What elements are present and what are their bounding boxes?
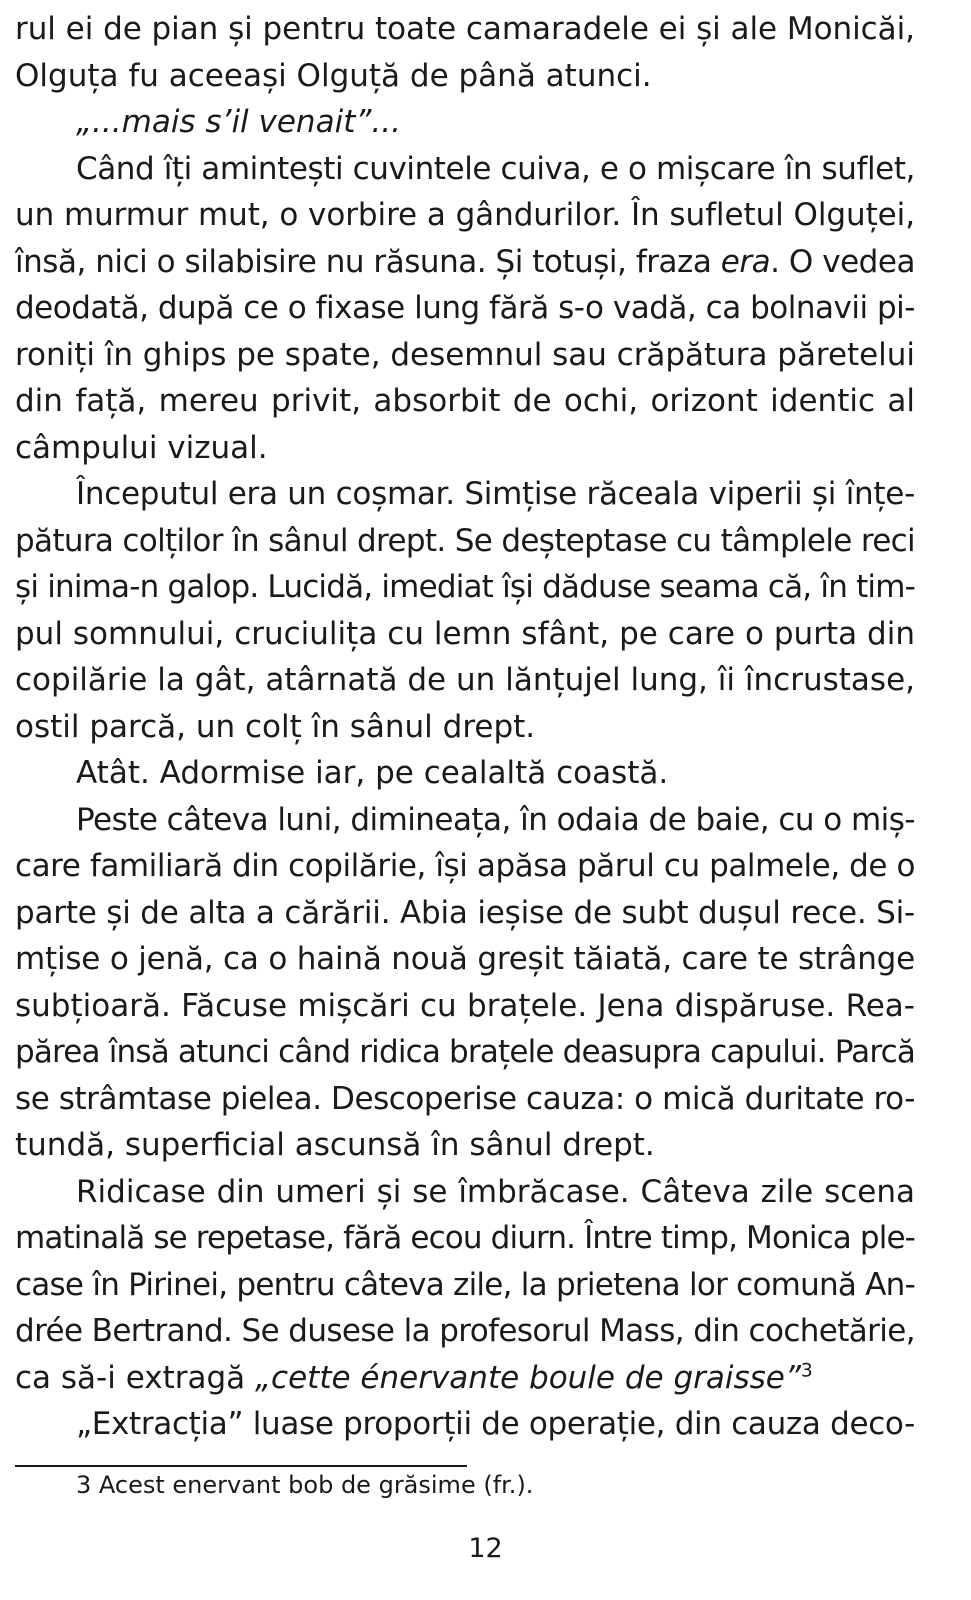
text-line xyxy=(15,146,915,193)
text-line xyxy=(15,378,915,425)
footnote-rule xyxy=(15,1465,467,1467)
text-line xyxy=(15,1215,915,1262)
text-line xyxy=(15,657,915,704)
text-line xyxy=(15,750,915,797)
text-line xyxy=(15,6,915,53)
text-segment: Atât. Adormise iar, pe cealaltă coastă. xyxy=(76,755,669,791)
footnote: 3 Acest enervant bob de grăsime (fr.). xyxy=(76,1471,534,1499)
text-line xyxy=(15,1122,915,1169)
text-segment: și inima-n galop. Lucidă, imediat își dăduse seama că, în tim- xyxy=(15,569,915,605)
text-segment: un murmur mut, o vorbire a gândurilor. În sufletul Olguței, xyxy=(15,197,915,233)
text-segment: mțise o jenă, ca o haină nouă greșit tăiată, care te strânge xyxy=(15,941,915,977)
text-line xyxy=(15,99,915,146)
text-line xyxy=(15,518,915,565)
body-text xyxy=(15,6,915,1448)
text-segment: Peste câteva luni, dimineața, în odaia de baie, cu o miș- xyxy=(76,801,915,838)
text-line xyxy=(15,471,915,518)
text-line xyxy=(15,192,915,239)
text-segment: tundă, superficial ascunsă în sânul drept. xyxy=(15,1127,655,1163)
italic-text: „...mais s’il venait”... xyxy=(76,104,401,140)
text-segment: matinală se repetase, fără ecou diurn. Între timp, Monica ple- xyxy=(15,1220,915,1256)
text-line xyxy=(15,239,915,286)
text-line xyxy=(15,983,915,1030)
text-segment: ca să-i extragă xyxy=(15,1359,255,1396)
text-line xyxy=(15,890,915,937)
text-line xyxy=(15,797,915,844)
text-segment: însă, nici o silabisire nu răsuna. Și totuși, fraza xyxy=(15,243,721,280)
text-line xyxy=(15,285,915,332)
text-line xyxy=(15,936,915,983)
text-line xyxy=(15,611,915,658)
text-segment: se strâmtase pielea. Descoperise cauza: o mică duritate ro- xyxy=(15,1080,915,1117)
footnote-ref: 3 xyxy=(800,1360,813,1382)
text-line xyxy=(15,843,915,890)
text-segment: parte și de alta a cărării. Abia ieșise de subt dușul rece. Si- xyxy=(15,894,915,931)
text-line xyxy=(15,1029,915,1076)
text-segment: deodată, după ce o fixase lung fără s-o vadă, ca bolnavii pi- xyxy=(15,290,915,326)
text-line xyxy=(15,1401,915,1448)
text-line xyxy=(15,425,915,472)
text-line xyxy=(15,1355,915,1402)
text-segment: din față, mereu privit, absorbit de ochi, orizont identic al xyxy=(15,383,915,419)
text-line xyxy=(15,332,915,379)
italic-text: „cette énervante boule de graisse” xyxy=(255,1359,801,1396)
text-segment: roniți în ghips pe spate, desemnul sau crăpătura păretelui xyxy=(15,336,915,373)
text-segment: Când îți amintești cuvintele cuiva, e o mișcare în suflet, xyxy=(76,150,915,187)
text-segment: ostil parcă, un colț în sânul drept. xyxy=(15,708,536,745)
text-segment: case în Pirinei, pentru câteva zile, la prietena lor comună An- xyxy=(15,1266,915,1303)
text-line xyxy=(15,564,915,611)
text-segment: drée Bertrand. Se dusese la profesorul Mass, din cochetărie, xyxy=(15,1313,915,1349)
text-segment: Olguța fu aceeași Olguță de până atunci. xyxy=(15,57,652,94)
italic-text: era xyxy=(720,243,771,280)
page-number: 12 xyxy=(468,1533,503,1564)
text-segment: pătura colților în sânul drept. Se deșteptase cu tâmplele reci xyxy=(15,522,915,559)
text-segment: „Extracția” luase proporții de operație, din cauza deco- xyxy=(76,1406,915,1442)
text-segment: subțioară. Făcuse mișcări cu brațele. Jena dispăruse. Rea- xyxy=(15,987,915,1024)
text-segment: Începutul era un coșmar. Simțise răceala viperii și înțe- xyxy=(76,476,915,512)
text-segment: rul ei de pian și pentru toate camaradele ei și ale Monicăi, xyxy=(15,11,915,47)
text-segment: copilărie la gât, atârnată de un lănțujel lung, îi încrustase, xyxy=(15,662,915,698)
text-line xyxy=(15,1308,915,1355)
text-line xyxy=(15,704,915,751)
text-segment: . O vedea xyxy=(770,243,915,280)
text-segment: Ridicase din umeri și se îmbrăcase. Câteva zile scena xyxy=(76,1173,915,1210)
text-segment: părea însă atunci când ridica brațele deasupra capului. Parcă xyxy=(15,1034,915,1070)
text-line xyxy=(15,1169,915,1216)
text-segment: pul somnului, cruciulița cu lemn sfânt, pe care o purta din xyxy=(15,615,915,652)
text-line xyxy=(15,1076,915,1123)
text-line xyxy=(15,53,915,100)
text-segment: care familiară din copilărie, își apăsa părul cu palmele, de o xyxy=(15,848,915,884)
text-line xyxy=(15,1262,915,1309)
text-segment: câmpului vizual. xyxy=(15,429,268,466)
